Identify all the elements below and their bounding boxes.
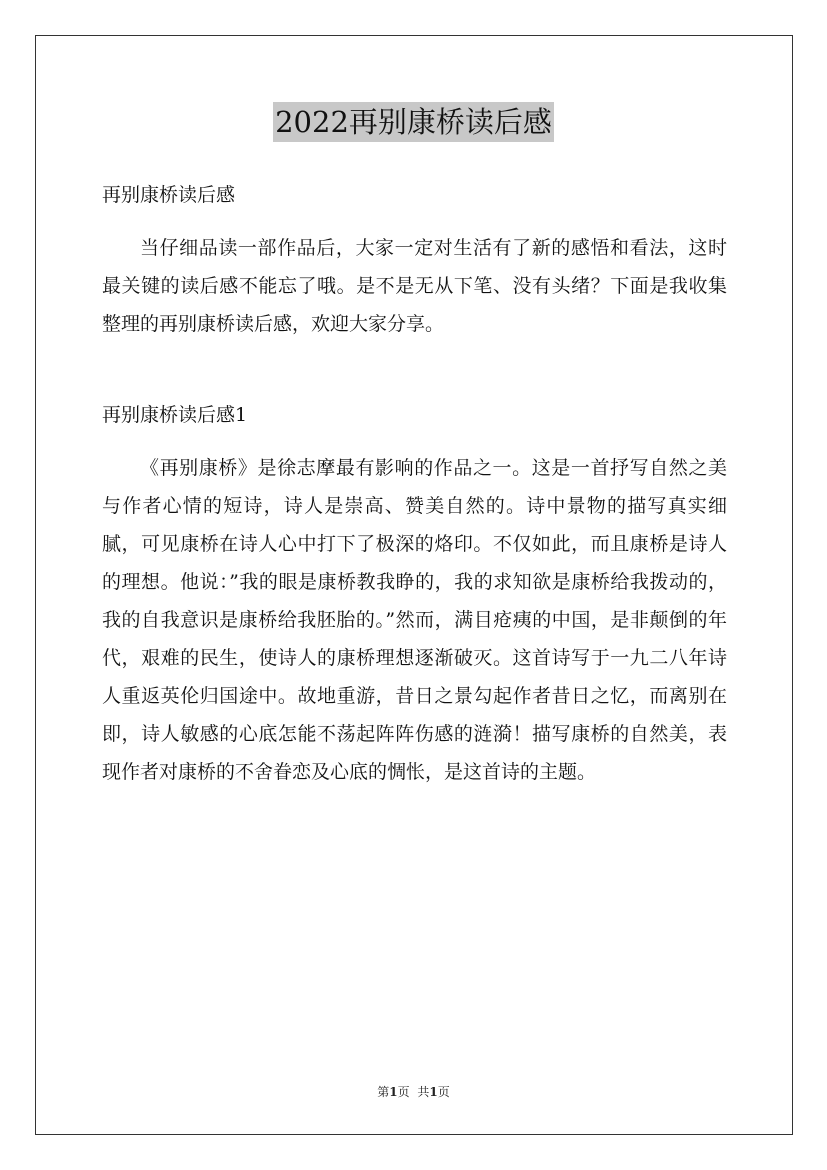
- title-container: [0, 102, 827, 142]
- footer-prefix: 第: [377, 1085, 390, 1099]
- spacer: [102, 343, 727, 396]
- document-body: [102, 176, 727, 791]
- footer-current-page: 1: [389, 1085, 398, 1099]
- essay-heading: 再别康桥读后感1: [102, 404, 248, 426]
- essay-paragraph: 《再别康桥》是徐志摩最有影响的作品之一。这是一首抒写自然之美与作者心情的短诗，诗人是崇高、赞美自然的。诗中景物的描写真实细腻，可见康桥在诗人心中打下了极深的烙印。不仅如此，而且康桥是诗人的理想。他说：”我的眼是康桥教我睁的，我的求知欲是康桥给我拨动的，我的自我意识是康桥给我胚胎的。”然而，满目疮痍的中国，是非颠倒的年代，艰难的民生，使诗人的康桥理想逐渐破灭。这首诗写于一九二八年诗人重返英伦归国途中。故地重游，昔日之景勾起作者昔日之忆，而离别在即，诗人敏感的心底怎能不荡起阵阵伤感的涟漪！描写康桥的自然美，表现作者对康桥的不舍眷恋及心底的惆怅，是这首诗的主题。: [102, 457, 727, 783]
- footer-page-unit: 页: [397, 1085, 410, 1099]
- page-footer: [0, 1084, 827, 1100]
- footer-total-prefix: 共: [417, 1085, 430, 1099]
- intro-paragraph: 当仔细品读一部作品后，大家一定对生活有了新的感悟和看法，这时最关键的读后感不能忘了哦。是不是无从下笔、没有头绪？下面是我收集整理的再别康桥读后感，欢迎大家分享。: [102, 237, 727, 335]
- document-title: 2022再别康桥读后感: [273, 102, 554, 142]
- footer-total-pages: 1: [429, 1085, 438, 1099]
- section-heading: 再别康桥读后感: [102, 184, 236, 206]
- spacer: [102, 214, 727, 229]
- spacer: [102, 434, 727, 449]
- footer-total-unit: 页: [437, 1085, 450, 1099]
